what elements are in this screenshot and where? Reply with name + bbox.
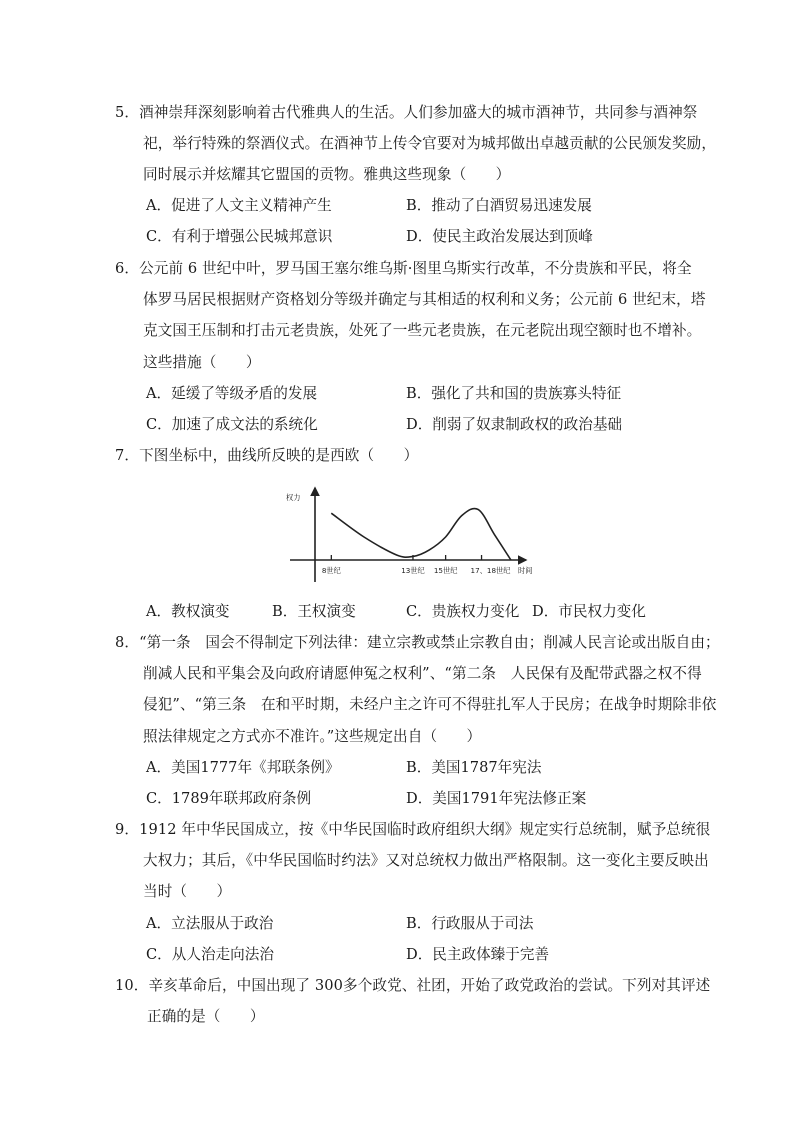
question-10-line-2: 正确的是（ ） <box>147 1008 265 1026</box>
option-b[interactable]: B．王权演变 <box>272 603 356 620</box>
x-tick-label: 8世纪 <box>321 566 341 575</box>
option-d[interactable]: D．民主政体臻于完善 <box>406 946 550 963</box>
question-8-line-3: 侵犯”、“第三条 在和平时期，未经户主之许可不得驻扎军人于民房；在战争时期除非依 <box>143 696 717 714</box>
question-number: 5． <box>115 104 140 121</box>
question-10-line-1: 10．辛亥革命后，中国出现了 300多个政党、社团，开始了政党政治的尝试。下列对其评述 <box>115 977 711 994</box>
option-d[interactable]: D．使民主政治发展达到顶峰 <box>406 228 593 245</box>
x-ticks <box>322 555 511 575</box>
option-c[interactable]: C．1789年联邦政府条例 <box>146 790 312 807</box>
question-8-line-4: 照法律规定之方式亦不准许。”这些规定出自（ ） <box>143 727 482 745</box>
question-6-line-2: 体罗马居民根据财产资格划分等级并确定与其相适的权利和义务；公元前 6 世纪末，塔 <box>143 291 706 309</box>
question-6-line-3: 克文国王压制和打击元老贵族，处死了一些元老贵族，在元老院出现空额时也不增补。 <box>143 322 702 340</box>
question-10 <box>115 970 711 1032</box>
question-6-line-1: 6．公元前 6 世纪中叶，罗马国王塞尔维乌斯·图里乌斯实行改革，不分贵族和平民，将全 <box>115 260 692 277</box>
option-a[interactable]: A．美国1777年《邦联条例》 <box>146 759 340 776</box>
option-d[interactable]: D．削弱了奴隶制政权的政治基础 <box>406 416 623 433</box>
option-b[interactable]: B．推动了白酒贸易迅速发展 <box>406 197 592 214</box>
power-curve <box>331 509 511 560</box>
question-9-line-2: 大权力；其后，《中华民国临时约法》又对总统权力做出严格限制。这一变化主要反映出 <box>143 852 709 870</box>
option-a[interactable]: A．延缓了等级矛盾的发展 <box>146 385 318 402</box>
option-a[interactable]: A．教权演变 <box>146 603 230 620</box>
x-tick-label: 15世纪 <box>433 566 458 575</box>
question-9-options <box>146 908 676 970</box>
question-number: 10． <box>115 977 149 994</box>
option-b[interactable]: B．美国1787年宪法 <box>406 759 542 776</box>
option-a[interactable]: A．立法服从于政治 <box>146 915 274 932</box>
question-9-line-1: 9．1912 年中华民国成立，按《中华民国临时政府组织大纲》规定实行总统制，赋予总统很 <box>115 821 711 838</box>
option-c[interactable]: C．贵族权力变化 <box>406 603 520 620</box>
question-8-line-2: 削减人民和平集会及向政府请愿伸冤之权利”、“第二条 人民保有及配带武器之权不得 <box>143 665 702 683</box>
x-axis-label: 时间 <box>518 566 533 575</box>
question-7-line-1: 7．下图坐标中，曲线所反映的是西欧（ ） <box>115 447 419 464</box>
y-axis-label: 权力 <box>286 493 301 502</box>
question-number: 7． <box>115 447 140 464</box>
option-d[interactable]: D．市民权力变化 <box>532 603 646 620</box>
option-c[interactable]: C．加速了成文法的系统化 <box>146 416 318 433</box>
x-tick-label: 13世纪 <box>401 566 425 575</box>
option-c[interactable]: C．从人治走向法治 <box>146 946 274 963</box>
question-8 <box>115 627 720 752</box>
question-number: 8． <box>115 634 140 651</box>
x-tick-label: 17、18世纪 <box>470 566 511 575</box>
option-c[interactable]: C．有利于增强公民城邦意识 <box>146 228 333 245</box>
question-6 <box>115 253 706 378</box>
question-7 <box>115 440 675 471</box>
question-7-options <box>146 596 676 627</box>
option-d[interactable]: D．美国1791年宪法修正案 <box>406 790 587 807</box>
option-b[interactable]: B．行政服从于司法 <box>406 915 534 932</box>
question-8-line-1: 8．“第一条 国会不得制定下列法律：建立宗教或禁止宗教自由；削减人民言论或出版自由； <box>115 634 720 651</box>
option-a[interactable]: A．促进了人文主义精神产生 <box>146 197 332 214</box>
power-chart <box>280 484 533 584</box>
question-5-options <box>146 190 676 252</box>
question-5-line-2: 祀，举行特殊的祭酒仪式。在酒神节上传令官要对为城邦做出卓越贡献的公民颁发奖励， <box>143 135 717 153</box>
question-8-options <box>146 752 676 814</box>
question-5 <box>115 97 717 191</box>
question-9 <box>115 814 711 908</box>
question-6-options <box>146 378 676 440</box>
question-9-line-3: 当时（ ） <box>143 883 232 901</box>
question-6-line-4: 这些措施（ ） <box>143 353 261 371</box>
question-5-line-3: 同时展示并炫耀其它盟国的贡物。雅典这些现象（ ） <box>143 166 511 184</box>
question-5-line-1: 5．酒神崇拜深刻影响着古代雅典人的生活。人们参加盛大的城市酒神节，共同参与酒神祭 <box>115 104 698 121</box>
question-number: 9． <box>115 821 140 838</box>
question-number: 6． <box>115 260 140 277</box>
option-b[interactable]: B．强化了共和国的贵族寡头特征 <box>406 385 622 402</box>
